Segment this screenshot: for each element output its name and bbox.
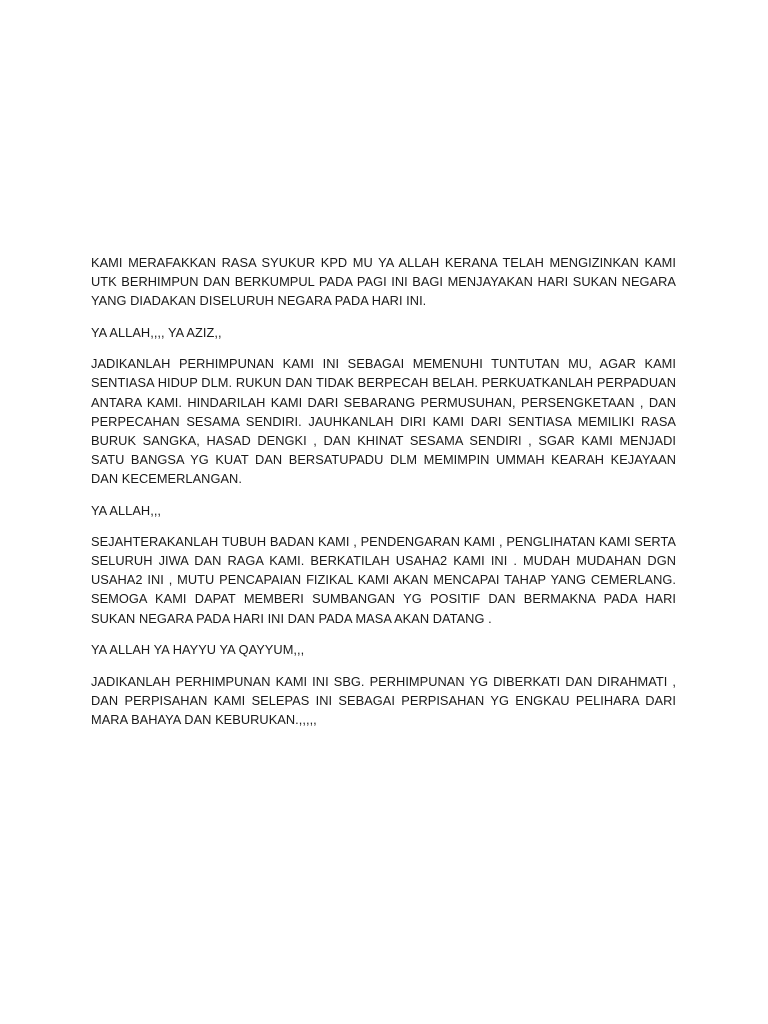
- invocation-heading-1: YA ALLAH,,,, YA AZIZ,,: [91, 324, 222, 340]
- paragraph-closing: JADIKANLAH PERHIMPUNAN KAMI INI SBG. PERHIMPUNAN YG DIBERKATI DAN DIRAHMATI , DAN PERPISAHAN KAMI SELEPAS INI SEBAGAI PERPISAHAN YG ENGKAU PELIHARA DARI MARA BAHAYA DAN KEBURUKAN.,,,,,: [91, 673, 676, 727]
- invocation-heading-3: YA ALLAH YA HAYYU YA QAYYUM,,,: [91, 642, 305, 658]
- paragraph-wellbeing: SEJAHTERAKANLAH TUBUH BADAN KAMI , PENDENGARAN KAMI , PENGLIHATAN KAMI SERTA SELURUH JIWA DAN RAGA KAMI. BERKATILAH USAHA2 KAMI INI . MUDAH MUDAHAN DGN USAHA2 INI , MUTU PENCAPAIAN FIZIKAL KAMI AKAN MENCAPAI TAHAP YANG CEMERLANG. SEMOGA KAMI DAPAT MEMBERI SUMBANGAN YG POSITIF DAN BERMAKNA PADA HARI SUKAN NEGARA PADA HARI INI DAN PADA MASA AKAN DATANG .: [91, 534, 676, 626]
- invocation-heading-2: YA ALLAH,,,: [91, 502, 162, 518]
- paragraph-intro: KAMI MERAFAKKAN RASA SYUKUR KPD MU YA ALLAH KERANA TELAH MENGIZINKAN KAMI UTK BERHIMPUN DAN BERKUMPUL PADA PAGI INI BAGI MENJAYAKAN HARI SUKAN NEGARA YANG DIADAKAN DISELURUH NEGARA PADA HARI INI.: [91, 255, 676, 309]
- document-body: [91, 253, 676, 741]
- paragraph-unity: JADIKANLAH PERHIMPUNAN KAMI INI SEBAGAI MEMENUHI TUNTUTAN MU, AGAR KAMI SENTIASA HIDUP DLM. RUKUN DAN TIDAK BERPECAH BELAH. PERKUATKANLAH PERPADUAN ANTARA KAMI. HINDARILAH KAMI DARI SEBARANG PERMUSUHAN, PERSENGKETAAN , DAN PERPECAHAN SESAMA SENDIRI. JAUHKANLAH DIRI KAMI DARI SENTIASA MEMILIKI RASA BURUK SANGKA, HASAD DENGKI , DAN KHINAT SESAMA SENDIRI , SGAR KAMI MENJADI SATU BANGSA YG KUAT DAN BERSATUPADU DLM MEMIMPIN UMMAH KEARAH KEJAYAAN DAN KECEMERLANGAN.: [91, 356, 676, 486]
